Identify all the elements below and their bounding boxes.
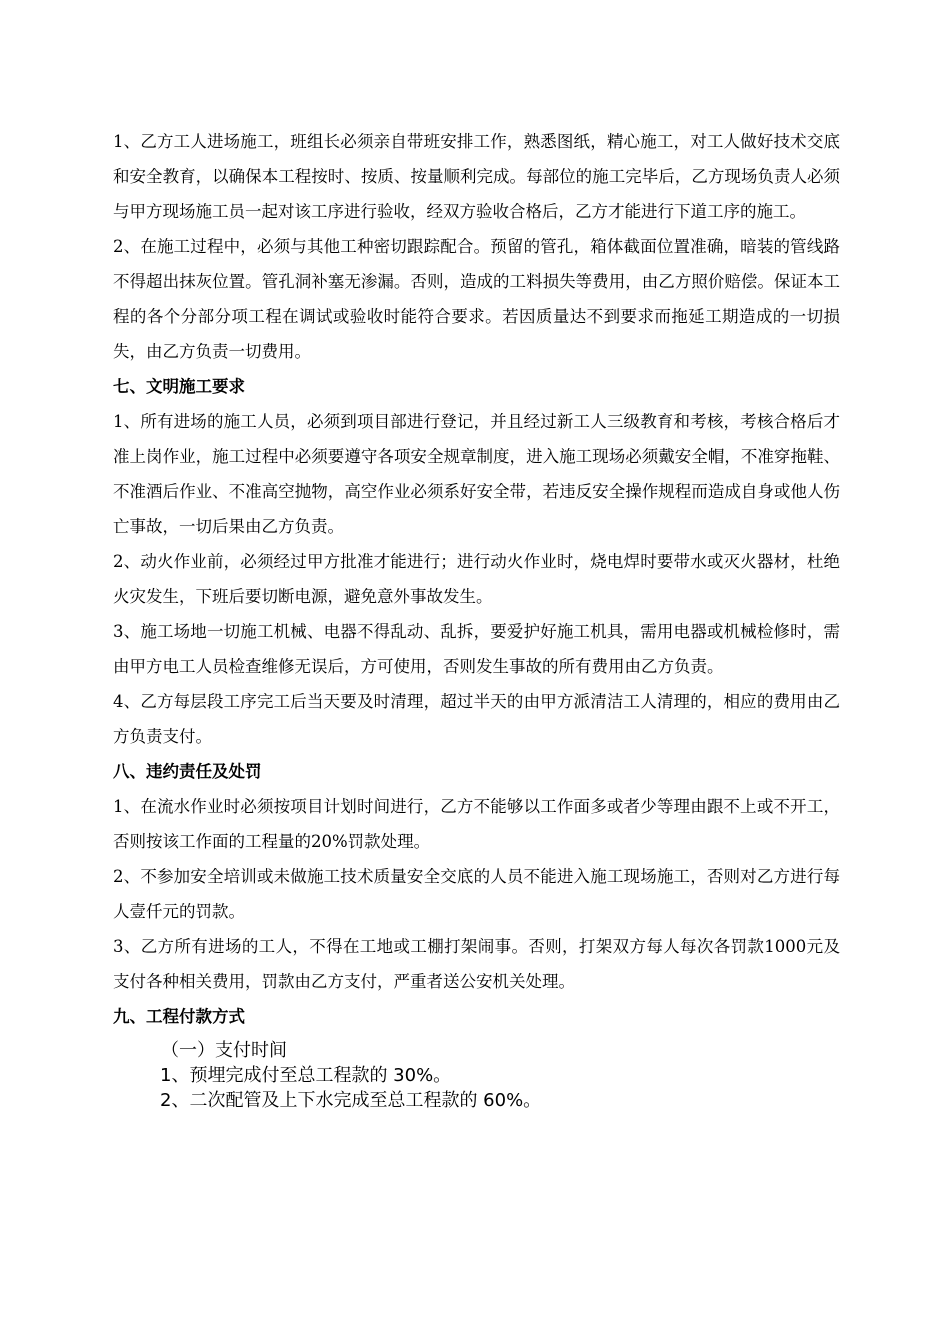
- paragraph: 3、施工场地一切施工机械、电器不得乱动、乱拆，要爱护好施工机具，需用电器或机械检修时，需由甲方电工人员检查维修无误后，方可使用，否则发生事故的所有费用由乙方负责。: [113, 622, 840, 676]
- paragraph: 1、所有进场的施工人员，必须到项目部进行登记，并且经过新工人三级教育和考核，考核合格后才准上岗作业，施工过程中必须要遵守各项安全规章制度，进入施工现场必须戴安全帽，不准穿拖鞋、不准酒后作业、不准高空抛物，高空作业必须系好安全带，若违反安全操作规程而造成自身或他人伤亡事故，一切后果由乙方负责。: [113, 412, 840, 536]
- paragraph: 4、乙方每层段工序完工后当天要及时清理，超过半天的由甲方派清洁工人清理的，相应的费用由乙方负责支付。: [113, 692, 840, 746]
- list-item: 2、二次配管及上下水完成至总工程款的 60%。: [160, 1090, 542, 1111]
- document-body: [113, 124, 840, 1113]
- paragraph: 1、在流水作业时必须按项目计划时间进行，乙方不能够以工作面多或者少等理由跟不上或不开工，否则按该工作面的工程量的20%罚款处理。: [113, 797, 840, 851]
- section-heading: 七、文明施工要求: [113, 377, 245, 396]
- paragraph: 2、在施工过程中，必须与其他工种密切跟踪配合。预留的管孔，箱体截面位置准确，暗装的管线路不得超出抹灰位置。管孔洞补塞无渗漏。否则，造成的工料损失等费用，由乙方照价赔偿。保证本工程的各个分部分项工程在调试或验收时能符合要求。若因质量达不到要求而拖延工期造成的一切损失，由乙方负责一切费用。: [113, 237, 840, 361]
- paragraph: 2、动火作业前，必须经过甲方批准才能进行；进行动火作业时，烧电焊时要带水或灭火器材，杜绝火灾发生，下班后要切断电源，避免意外事故发生。: [113, 552, 840, 606]
- paragraph: 1、乙方工人进场施工，班组长必须亲自带班安排工作，熟悉图纸，精心施工，对工人做好技术交底和安全教育，以确保本工程按时、按质、按量顺利完成。每部位的施工完毕后，乙方现场负责人必须与甲方现场施工员一起对该工序进行验收，经双方验收合格后，乙方才能进行下道工序的施工。: [113, 132, 840, 221]
- section-heading: 八、违约责任及处罚: [113, 762, 262, 781]
- payment-schedule: [113, 1038, 840, 1113]
- section-heading: 九、工程付款方式: [113, 1007, 245, 1026]
- paragraph: 3、乙方所有进场的工人，不得在工地或工棚打架闹事。否则，打架双方每人每次各罚款1000元及支付各种相关费用，罚款由乙方支付，严重者送公安机关处理。: [113, 937, 840, 991]
- list-item: 1、预埋完成付至总工程款的 30%。: [160, 1065, 452, 1086]
- subsection-title: （一）支付时间: [161, 1040, 287, 1061]
- paragraph: 2、不参加安全培训或未做施工技术质量安全交底的人员不能进入施工现场施工，否则对乙方进行每人壹仟元的罚款。: [113, 867, 840, 921]
